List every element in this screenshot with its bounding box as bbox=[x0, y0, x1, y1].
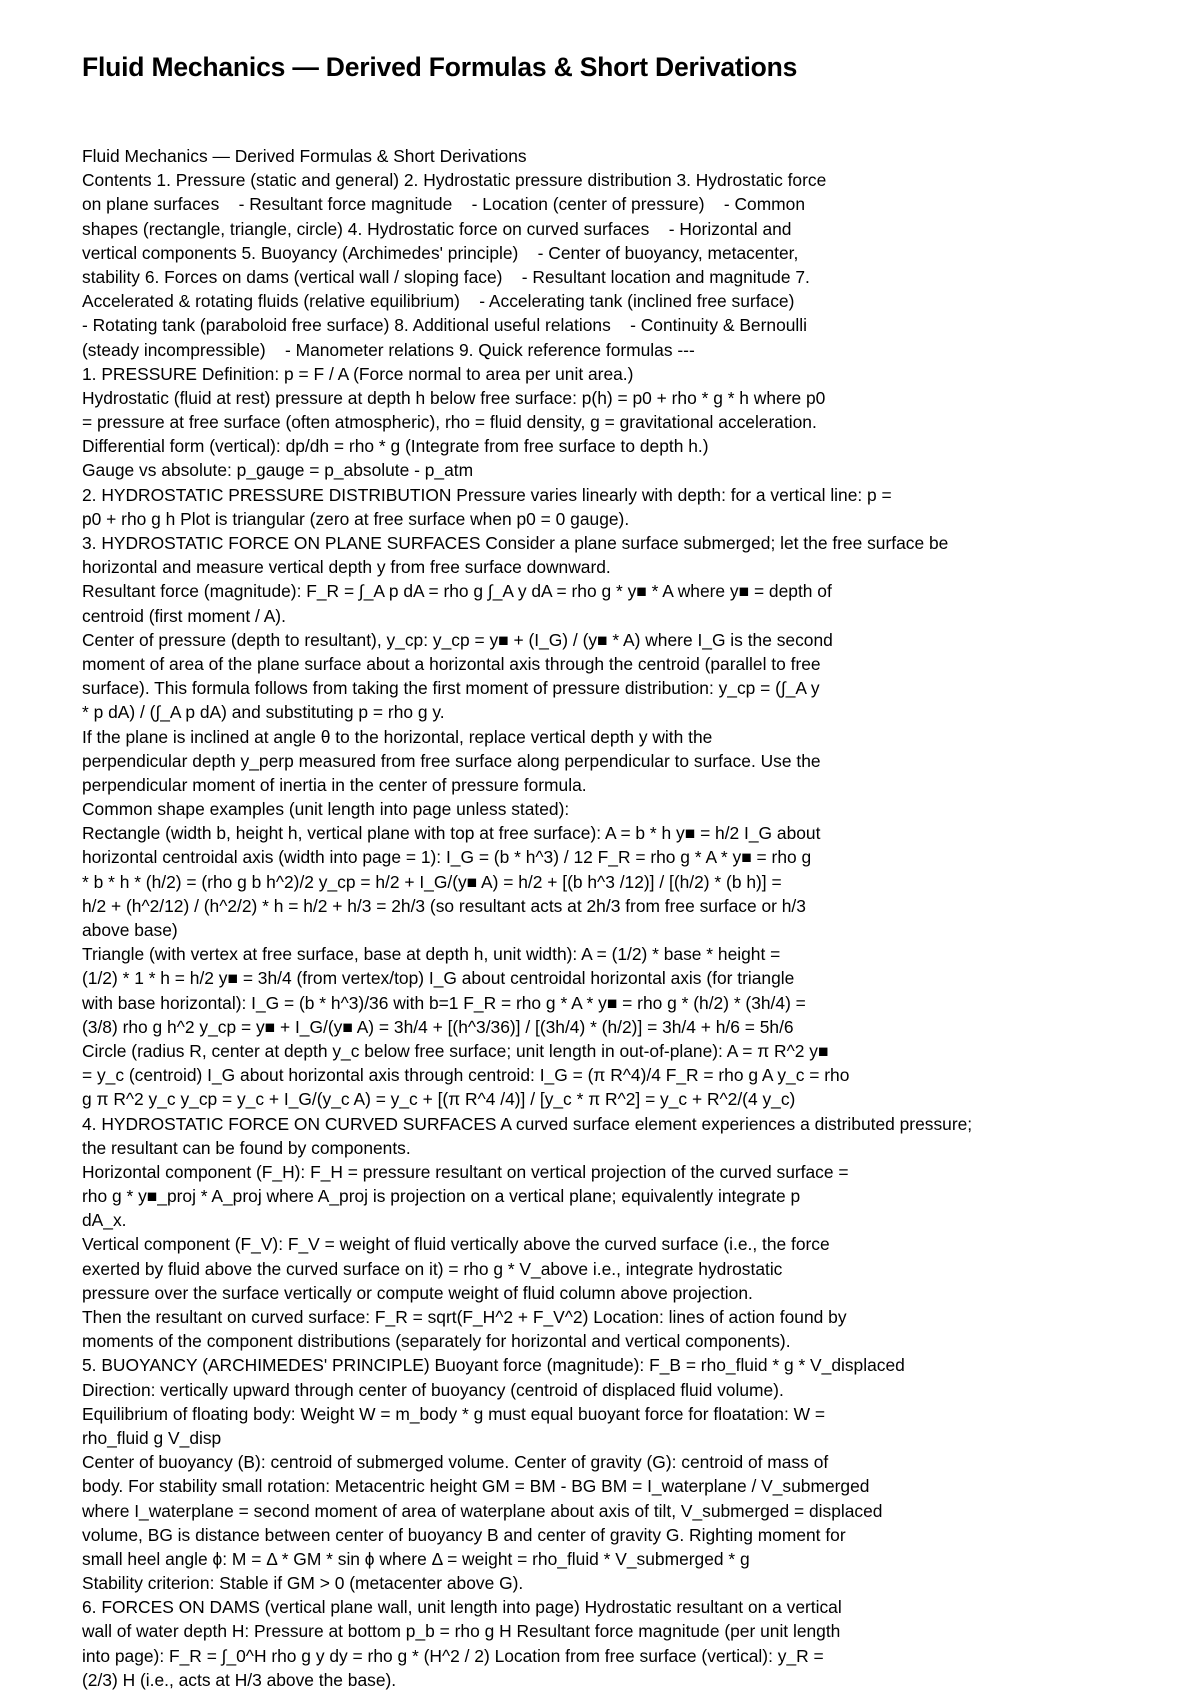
text-line: 5. BUOYANCY (ARCHIMEDES' PRINCIPLE) Buoyant force (magnitude): F_B = rho_fluid * g * V_displaced bbox=[82, 1355, 905, 1376]
text-line: Equilibrium of floating body: Weight W = m_body * g must equal buoyant force for floatation: W = bbox=[82, 1403, 826, 1424]
text-line: Hydrostatic (fluid at rest) pressure at depth h below free surface: p(h) = p0 + rho * g * h where p0 bbox=[82, 387, 826, 408]
text-line: If the plane is inclined at angle θ to the horizontal, replace vertical depth y with the bbox=[82, 726, 713, 747]
text-line: Resultant force (magnitude): F_R = ∫_A p dA = rho g ∫_A y dA = rho g * y■ * A where y■ = depth of bbox=[82, 581, 832, 602]
text-line: Rectangle (width b, height h, vertical plane with top at free surface): A = b * h y■ = h/2 I_G about bbox=[82, 823, 821, 844]
text-line: volume, BG is distance between center of buoyancy B and center of gravity G. Righting moment for bbox=[82, 1524, 846, 1545]
text-line: on plane surfaces - Resultant force magnitude - Location (center of pressure) - Common bbox=[82, 194, 806, 215]
text-line: moments of the component distributions (separately for horizontal and vertical components). bbox=[82, 1331, 791, 1352]
text-line: Direction: vertically upward through center of buoyancy (centroid of displaced fluid volume). bbox=[82, 1379, 784, 1400]
text-line: (1/2) * 1 * h = h/2 y■ = 3h/4 (from vertex/top) I_G about centroidal horizontal axis (for triangle bbox=[82, 968, 795, 989]
text-line: 6. FORCES ON DAMS (vertical plane wall, unit length into page) Hydrostatic resultant on a vertical bbox=[82, 1597, 842, 1618]
text-line: Vertical component (F_V): F_V = weight of fluid vertically above the curved surface (i.e., the force bbox=[82, 1234, 830, 1255]
text-line: (2/3) H (i.e., acts at H/3 above the base). bbox=[82, 1669, 397, 1690]
text-line: h/2 + (h^2/12) / (h^2/2) * h = h/2 + h/3 = 2h/3 (so resultant acts at 2h/3 from free surface or h/3 bbox=[82, 895, 806, 916]
text-line: the resultant can be found by components. bbox=[82, 1137, 411, 1158]
text-line: * b * h * (h/2) = (rho g b h^2)/2 y_cp = h/2 + I_G/(y■ A) = h/2 + [(b h^3 /12)] / [(h/2) * (b h)] = bbox=[82, 871, 782, 892]
text-line: stability 6. Forces on dams (vertical wall / sloping face) - Resultant location and magnitude 7. bbox=[82, 266, 810, 287]
text-line: small heel angle ϕ: M = Δ * GM * sin ϕ where Δ = weight = rho_fluid * V_submerged * g bbox=[82, 1548, 750, 1569]
text-line: shapes (rectangle, triangle, circle) 4. Hydrostatic force on curved surfaces - Horizontal and bbox=[82, 218, 792, 239]
text-line: Horizontal component (F_H): F_H = pressure resultant on vertical projection of the curved surface = bbox=[82, 1161, 849, 1182]
text-line: horizontal centroidal axis (width into page = 1): I_G = (b * h^3) / 12 F_R = rho g * A * y■ = rho g bbox=[82, 847, 812, 868]
text-line: Center of pressure (depth to resultant), y_cp: y_cp = y■ + (I_G) / (y■ * A) where I_G is the second bbox=[82, 629, 833, 650]
text-line: Stability criterion: Stable if GM > 0 (metacenter above G). bbox=[82, 1573, 524, 1594]
text-line: Center of buoyancy (B): centroid of submerged volume. Center of gravity (G): centroid of mass of bbox=[82, 1452, 829, 1473]
text-line: Circle (radius R, center at depth y_c below free surface; unit length in out-of-plane): A = π R^2 y■ bbox=[82, 1040, 829, 1061]
text-line: Triangle (with vertex at free surface, base at depth h, unit width): A = (1/2) * base * height = bbox=[82, 944, 781, 965]
text-line: wall of water depth H: Pressure at bottom p_b = rho g H Resultant force magnitude (per unit length bbox=[82, 1621, 841, 1642]
text-line: centroid (first moment / A). bbox=[82, 605, 286, 626]
text-line: 1. PRESSURE Definition: p = F / A (Force normal to area per unit area.) bbox=[82, 363, 634, 384]
text-line: where I_waterplane = second moment of area of waterplane about axis of tilt, V_submerged = displaced bbox=[82, 1500, 883, 1521]
text-line: body. For stability small rotation: Metacentric height GM = BM - BG BM = I_waterplane / V_submerged bbox=[82, 1476, 870, 1497]
document-body bbox=[82, 144, 1192, 1692]
text-line: Accelerated & rotating fluids (relative equilibrium) - Accelerating tank (inclined free surface) bbox=[82, 291, 795, 312]
text-line: surface). This formula follows from taking the first moment of pressure distribution: y_cp = (∫_A y bbox=[82, 678, 820, 699]
text-line: = pressure at free surface (often atmospheric), rho = fluid density, g = gravitational acceleration. bbox=[82, 412, 817, 433]
text-line: perpendicular moment of inertia in the center of pressure formula. bbox=[82, 774, 587, 795]
text-line: with base horizontal): I_G = (b * h^3)/36 with b=1 F_R = rho g * A * y■ = rho g * (h/2) * (3h/4) = bbox=[82, 992, 806, 1013]
text-line: rho g * y■_proj * A_proj where A_proj is projection on a vertical plane; equivalently integrate p bbox=[82, 1186, 801, 1207]
text-line: pressure over the surface vertically or compute weight of fluid column above projection. bbox=[82, 1282, 753, 1303]
text-line: 2. HYDROSTATIC PRESSURE DISTRIBUTION Pressure varies linearly with depth: for a vertical line: p = bbox=[82, 484, 892, 505]
text-line: p0 + rho g h Plot is triangular (zero at free surface when p0 = 0 gauge). bbox=[82, 508, 630, 529]
text-line: g π R^2 y_c y_cp = y_c + I_G/(y_c A) = y_c + [(π R^4 /4)] / [y_c * π R^2] = y_c + R^2/(4 y_c) bbox=[82, 1089, 796, 1110]
text-line: = y_c (centroid) I_G about horizontal axis through centroid: I_G = (π R^4)/4 F_R = rho g A y_c = rho bbox=[82, 1065, 850, 1086]
text-line: - Rotating tank (paraboloid free surface) 8. Additional useful relations - Continuity & Bernoulli bbox=[82, 315, 807, 336]
text-line: 3. HYDROSTATIC FORCE ON PLANE SURFACES Consider a plane surface submerged; let the free surface be bbox=[82, 533, 949, 553]
text-line: rho_fluid g V_disp bbox=[82, 1427, 222, 1448]
text-line: (steady incompressible) - Manometer relations 9. Quick reference formulas --- bbox=[82, 339, 695, 360]
text-line: 4. HYDROSTATIC FORCE ON CURVED SURFACES A curved surface element experiences a distributed pressure; bbox=[82, 1113, 973, 1134]
text-line: horizontal and measure vertical depth y from free surface downward. bbox=[82, 557, 611, 578]
text-line: above base) bbox=[82, 920, 178, 940]
text-line: Differential form (vertical): dp/dh = rho * g (Integrate from free surface to depth h.) bbox=[82, 436, 709, 457]
text-line: Then the resultant on curved surface: F_R = sqrt(F_H^2 + F_V^2) Location: lines of action found by bbox=[82, 1307, 847, 1327]
text-line: Common shape examples (unit length into page unless stated): bbox=[82, 799, 570, 820]
text-line: Contents 1. Pressure (static and general) 2. Hydrostatic pressure distribution 3. Hydrostatic force bbox=[82, 170, 827, 191]
text-line: * p dA) / (∫_A p dA) and substituting p = rho g y. bbox=[82, 702, 445, 723]
text-line: dA_x. bbox=[82, 1210, 127, 1231]
text-line: moment of area of the plane surface about a horizontal axis through the centroid (parallel to free bbox=[82, 653, 821, 674]
text-line: Fluid Mechanics — Derived Formulas & Short Derivations bbox=[82, 146, 527, 166]
text-line: into page): F_R = ∫_0^H rho g y dy = rho g * (H^2 / 2) Location from free surface (vertical): y_R = bbox=[82, 1645, 824, 1666]
text-line: (3/8) rho g h^2 y_cp = y■ + I_G/(y■ A) = 3h/4 + [(h^3/36)] / [(3h/4) * (h/2)] = 3h/4 + h/6 = 5h/6 bbox=[82, 1016, 794, 1037]
text-line: vertical components 5. Buoyancy (Archimedes' principle) - Center of buoyancy, metacenter, bbox=[82, 242, 799, 263]
text-line: exerted by fluid above the curved surface on it) = rho g * V_above i.e., integrate hydrostatic bbox=[82, 1258, 783, 1279]
text-line: Gauge vs absolute: p_gauge = p_absolute - p_atm bbox=[82, 460, 474, 481]
text-line: perpendicular depth y_perp measured from free surface along perpendicular to surface. Use the bbox=[82, 750, 821, 771]
document-title: Fluid Mechanics — Derived Formulas & Short Derivations bbox=[82, 52, 798, 82]
